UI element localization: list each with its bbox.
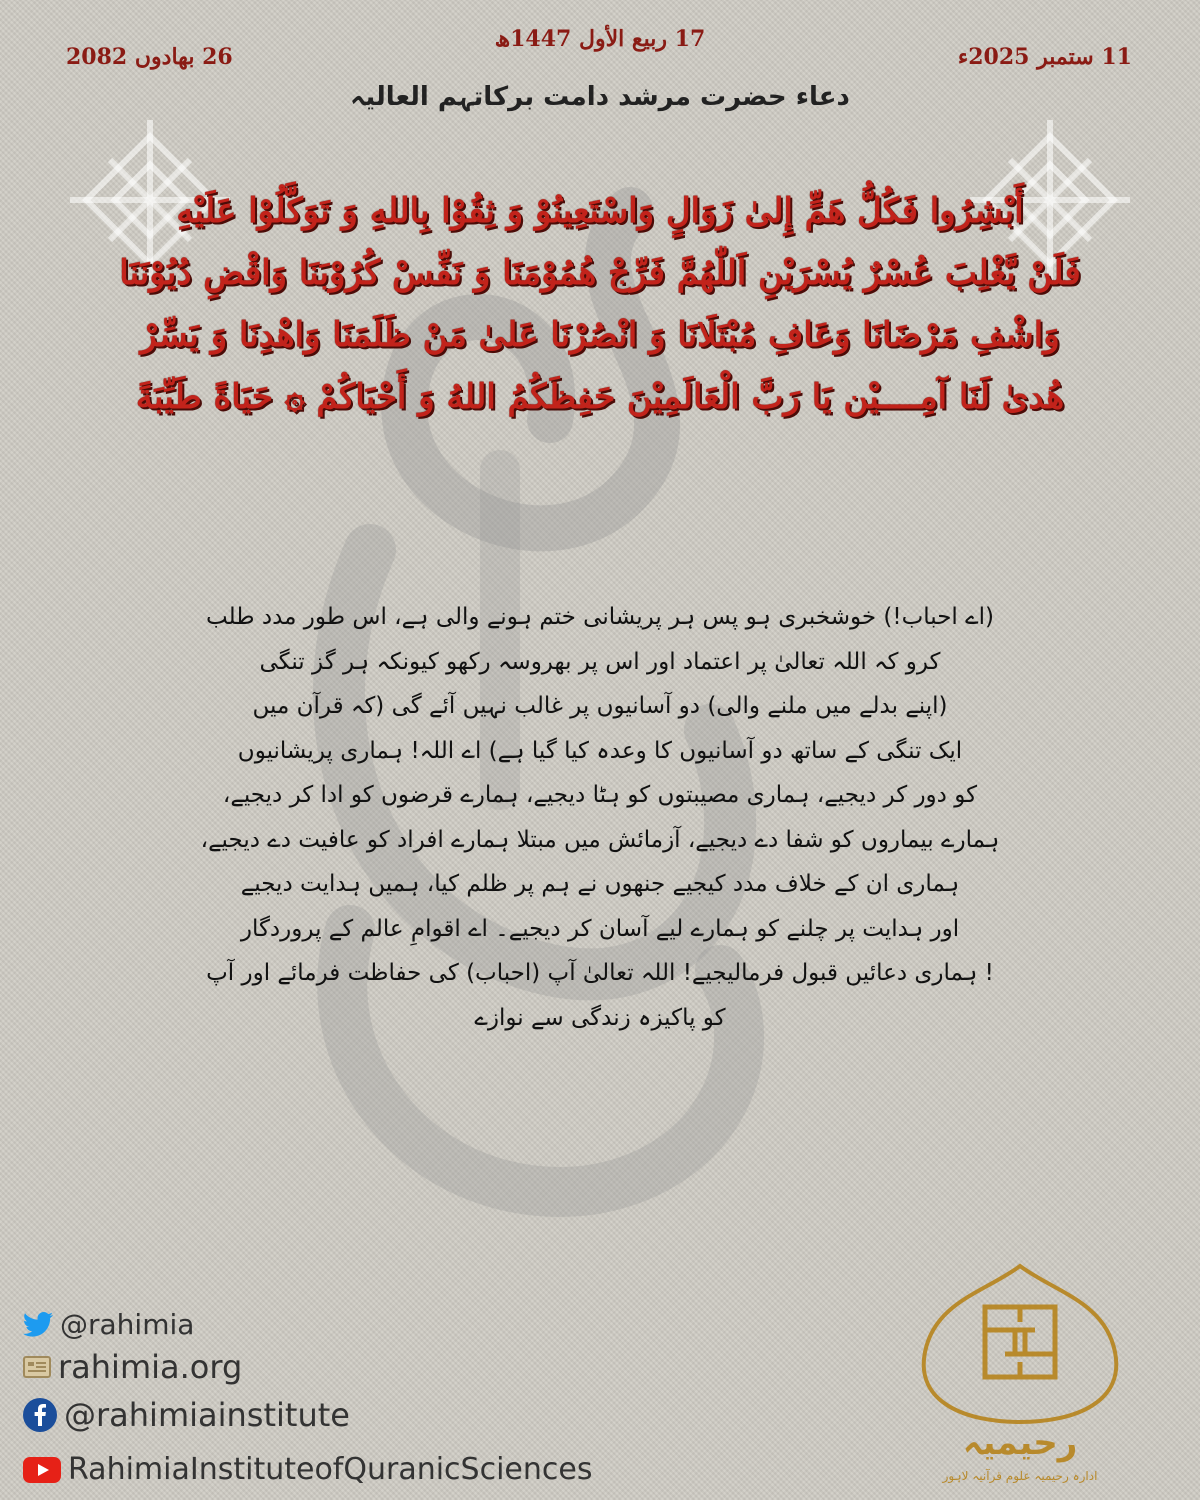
urdu-line: (اپنے بدلے میں ملنے والی) دو آسانیوں پر غالب نہیں آئے گی (کہ قرآن میں (252, 693, 948, 719)
social-twitter[interactable] (22, 1308, 194, 1341)
twitter-bird-icon (22, 1311, 54, 1339)
facebook-f-icon (22, 1397, 58, 1433)
urdu-translation (140, 595, 1060, 1040)
date-hijri: 17 ربیع الأول 1447ھ (494, 26, 706, 52)
arabic-line: هُدىٰ لَنَا آمِــــيْن يَا رَبَّ الْعَالَمِيْنَ حَفِظَكُمُ اللهُ وَ أَحْيَاكُمْ ۞ حَيَاةً طَيِّبَةً (135, 377, 1065, 417)
date-gregorian: 11 ستمبر 2025ء (957, 44, 1132, 70)
urdu-line: کو دور کر دیجیے، ہماری مصیبتوں کو ہٹا دیجیے، ہمارے قرضوں کو ادا کر دیجیے، (222, 782, 978, 808)
urdu-line: (اے احباب!) خوشخبری ہو پس ہر پریشانی ختم ہونے والی ہے، اس طور مدد طلب (206, 604, 994, 630)
youtube-play-icon (22, 1456, 62, 1484)
page-title: دعاء حضرت مرشد دامت برکاتہم العالیہ (350, 82, 850, 112)
logo-name: رحیمیہ (962, 1423, 1078, 1463)
social-facebook[interactable] (22, 1396, 350, 1434)
urdu-line: ایک تنگی کے ساتھ دو آسانیوں کا وعدہ کیا گیا ہے) اے اللہ! ہماری پریشانیوں (237, 737, 963, 764)
arabic-line: أَبْشِرُوا فَكُلُّ هَمٍّ إِلىٰ زَوَالٍ وَاسْتَعِينُوْ وَ ثِقُوْا بِاللهِ وَ تَوَكَّلُوْا عَلَيْهِ (176, 191, 1024, 231)
arabic-line: فَلَنْ يَّغْلِبَ عُسْرٌ يُسْرَيْنِ اَللّٰهُمَّ فَرِّجْ هُمُوْمَنَا وَ نَفِّسْ كُرُوْبَنَا وَاقْضِ دُيُوْنَنَا (119, 253, 1081, 293)
social-youtube[interactable] (22, 1452, 592, 1487)
urdu-line: ہمارے بیماروں کو شفا دے دیجیے، آزمائش میں مبتلا ہمارے افراد کو عافیت دے دیجیے، (200, 826, 1000, 853)
youtube-channel: RahimiaInstituteofQuranicSciences (68, 1452, 593, 1487)
web-globe-icon (22, 1354, 52, 1380)
urdu-line: ہماری ان کے خلاف مدد کیجیے جنھوں نے ہم پر ظلم کیا، ہمیں ہدایت دیجیے (240, 871, 960, 897)
arabic-line: وَاشْفِ مَرْضَانَا وَعَافِ مُبْتَلَانَا وَ انْصُرْنَا عَلىٰ مَنْ ظَلَمَنَا وَاهْدِنَا وَ يَسِّرْ (140, 315, 1060, 355)
logo-subtitle: ادارہ رحیمیہ علوم قرآنیہ لاہور (942, 1469, 1098, 1483)
urdu-line: کو پاکیزہ زندگی سے نوازے (474, 1004, 726, 1031)
facebook-handle: @rahimiainstitute (64, 1396, 350, 1434)
arabic-prayer (60, 180, 1140, 428)
rahimia-logo (905, 1262, 1135, 1490)
social-website[interactable] (22, 1348, 242, 1386)
urdu-line: ! ہماری دعائیں قبول فرمالیجیے! اللہ تعالیٰ آپ (احباب) کی حفاظت فرمائے اور آپ (206, 960, 994, 986)
website-url: rahimia.org (58, 1348, 243, 1386)
urdu-line: اور ہدایت پر چلنے کو ہمارے لیے آسان کر دیجیے۔ اے اقوامِ عالم کے پروردگار (240, 915, 960, 942)
urdu-line: کرو کہ اللہ تعالیٰ پر اعتماد اور اس پر بھروسہ رکھو کیونکہ ہر گز تنگی (259, 648, 941, 675)
date-bikrami: 26 بھادوں 2082 (66, 44, 233, 70)
twitter-handle: @rahimia (60, 1308, 195, 1341)
